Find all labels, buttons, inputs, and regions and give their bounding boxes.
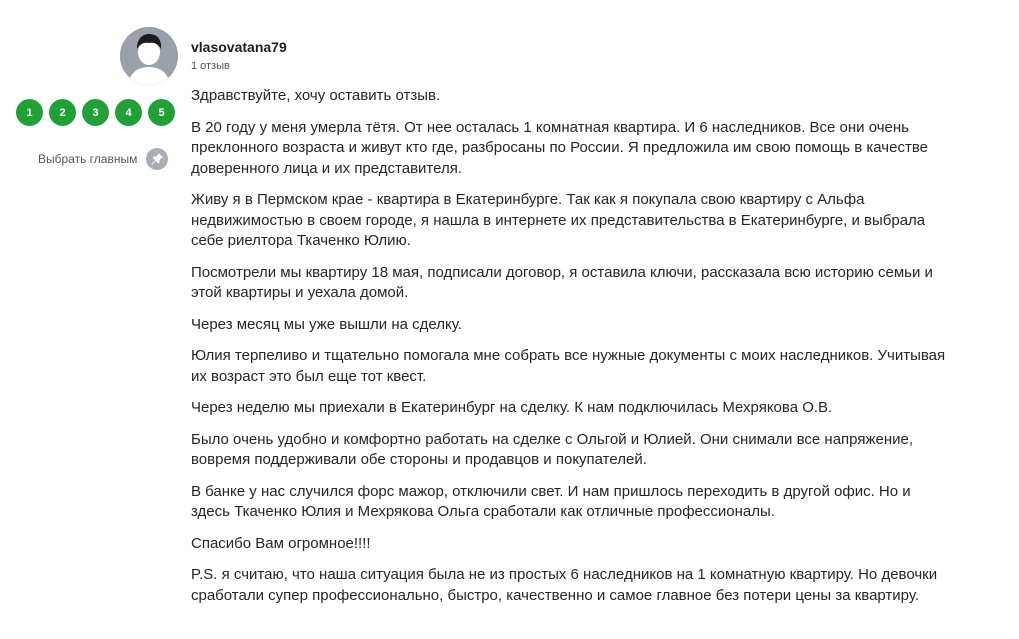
- rating-selector: [16, 99, 175, 126]
- rating-4-button[interactable]: 4: [115, 99, 142, 126]
- pin-glyph-icon: [150, 152, 164, 166]
- avatar[interactable]: [120, 27, 178, 85]
- rating-3-button[interactable]: 3: [82, 99, 109, 126]
- review-paragraph: Было очень удобно и комфортно работать на сделке с Ольгой и Юлией. Они снимали все напряжение, вовремя поддерживали обе стороны и продавцов и покупателей.: [191, 430, 913, 468]
- review-paragraph: Юлия терпеливо и тщательно помогала мне собрать все нужные документы с моих наследников. Учитывая их возраст это был еще тот квест.: [191, 347, 946, 385]
- review-paragraph: Живу я в Пермском крае - квартира в Екатеринбурге. Так как я покупала свою квартиру с Альфа недвижимостью в своем городе, я нашла в интернете их представительства в Екатеринбурге, и выбрала себе риелтора Ткаченко Юлию.: [191, 191, 926, 249]
- review-content: [191, 38, 951, 617]
- rating-5-button[interactable]: 5: [148, 99, 175, 126]
- review-paragraph: Через неделю мы приехали в Екатеринбург на сделку. К нам подключилась Мехрякова О.В.: [191, 399, 833, 416]
- rating-1-button[interactable]: 1: [16, 99, 43, 126]
- review-paragraph: Спасибо Вам огромное!!!!: [191, 534, 371, 552]
- review-paragraph: Посмотрели мы квартиру 18 мая, подписали договор, я оставила ключи, рассказала всю историю семьи и этой квартиры и уехала домой.: [191, 263, 933, 301]
- review-text: [191, 86, 951, 606]
- review-paragraph: P.S. я считаю, что наша ситуация была не из простых 6 наследников на 1 комнатную квартиру. Но девочки сработали супер профессионально, быстро, качественно и самое главное без потери цены за квартиру.: [191, 566, 938, 604]
- username[interactable]: vlasovatana79: [191, 39, 287, 55]
- pin-icon[interactable]: [146, 148, 168, 170]
- review-paragraph: Здравствуйте, хочу оставить отзыв.: [191, 87, 441, 104]
- review-paragraph: В банке у нас случился форс мажор, отключили свет. И нам пришлось переходить в другой офис. Но и здесь Ткаченко Юлия и Мехрякова Ольга сработали как отличные профессионалы.: [191, 482, 911, 520]
- make-main-button[interactable]: [38, 148, 168, 170]
- review-count: 1 отзыв: [191, 60, 230, 72]
- review-paragraph: В 20 году у меня умерла тётя. От нее осталась 1 комнатная квартира. И 6 наследников. Все они очень преклонного возраста и живут кто где, разбросаны по России. Я предложила им свою помощь в качестве доверенного лица и их представителя.: [191, 118, 928, 177]
- review-paragraph: Через месяц мы уже вышли на сделку.: [191, 315, 462, 333]
- reviewer-sidebar: [0, 0, 190, 639]
- make-main-label: Выбрать главным: [38, 152, 138, 166]
- user-silhouette-icon: [120, 27, 178, 85]
- rating-2-button[interactable]: 2: [49, 99, 76, 126]
